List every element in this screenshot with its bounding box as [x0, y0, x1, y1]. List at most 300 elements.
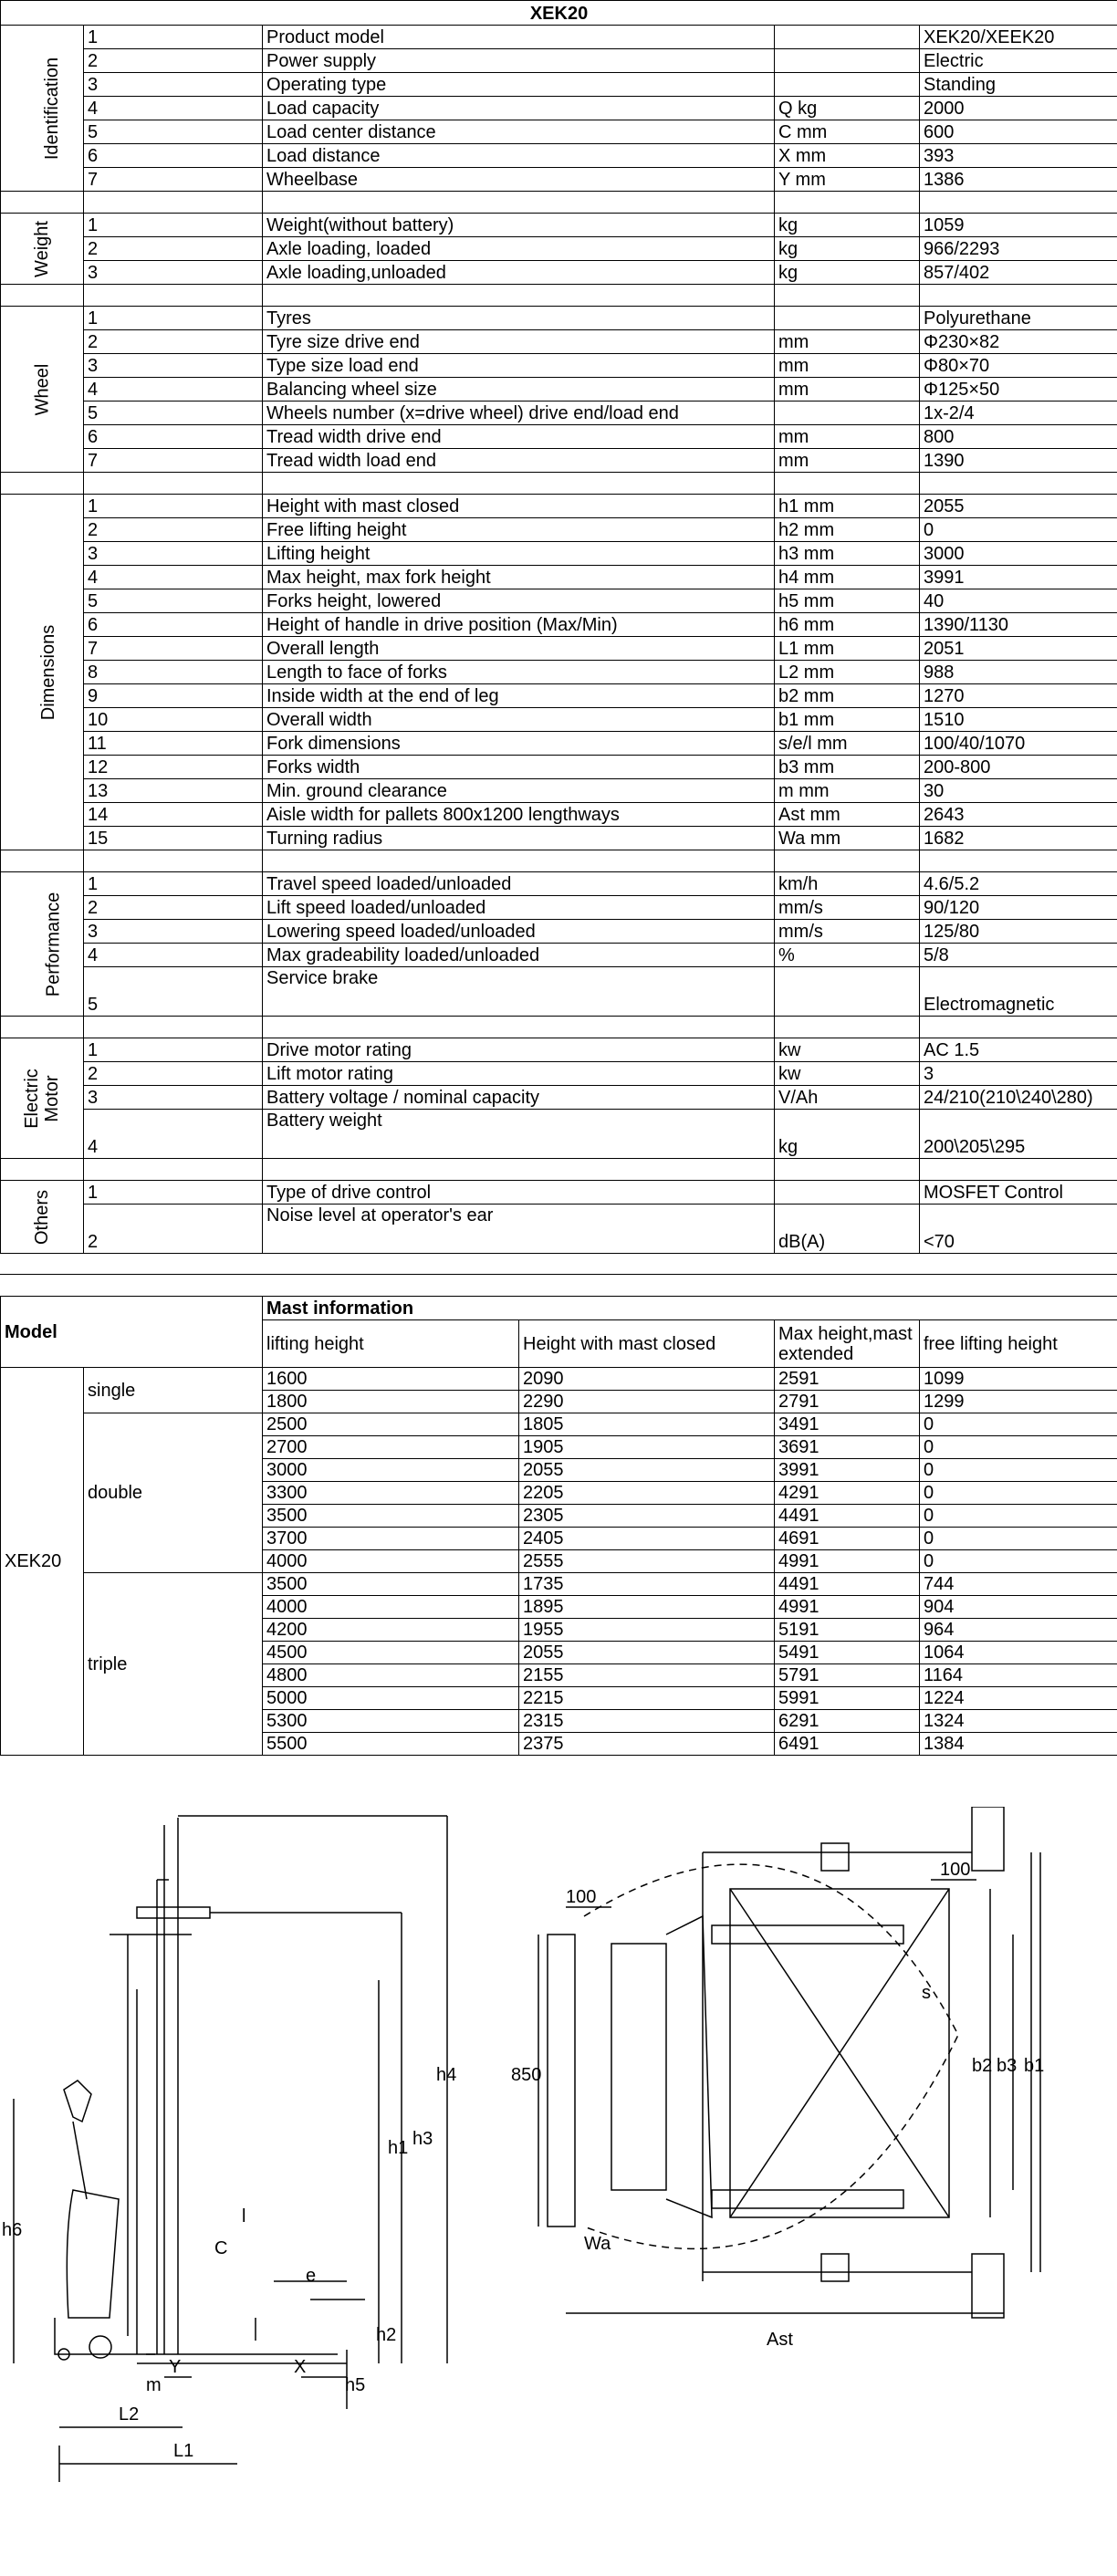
spec-empty-cell	[775, 1159, 920, 1181]
spec-category	[1, 872, 84, 1017]
spec-unit: V/Ah	[775, 1086, 920, 1110]
spec-value: Φ80×70	[920, 354, 1117, 378]
spec-value: 40	[920, 589, 1117, 613]
spec-empty-cell	[263, 285, 775, 307]
mast-cell: 5191	[775, 1619, 920, 1642]
spec-unit: C mm	[775, 120, 920, 144]
spec-row	[1, 779, 1117, 803]
mast-column-header: free lifting height	[920, 1320, 1117, 1368]
spec-label: Type of drive control	[263, 1181, 775, 1205]
spec-label: Length to face of forks	[263, 661, 775, 684]
spec-no: 2	[84, 1205, 263, 1254]
spec-empty-cell	[775, 473, 920, 495]
spec-value: AC 1.5	[920, 1038, 1117, 1062]
spec-category	[1, 1038, 84, 1159]
top-view-drawing	[538, 1807, 1040, 2318]
spec-unit: kw	[775, 1038, 920, 1062]
c-label: C	[214, 2238, 228, 2258]
spec-label: Inside width at the end of leg	[263, 684, 775, 708]
spec-row	[1, 354, 1117, 378]
spec-row	[1, 1062, 1117, 1086]
mast-cell: 4000	[263, 1596, 519, 1619]
spec-unit: mm	[775, 425, 920, 449]
spec-value: 3	[920, 1062, 1117, 1086]
spec-gap-row	[1, 850, 1117, 872]
spec-label: Lift speed loaded/unloaded	[263, 896, 775, 920]
spec-empty-cell	[1, 473, 84, 495]
spec-empty-cell	[1, 850, 84, 872]
spec-no: 7	[84, 637, 263, 661]
spec-value: 30	[920, 779, 1117, 803]
spec-no: 1	[84, 1181, 263, 1205]
mast-cell: 744	[920, 1573, 1117, 1596]
spec-label: Service brake	[263, 967, 775, 1017]
mast-cell: 5491	[775, 1642, 920, 1664]
spec-no: 2	[84, 49, 263, 73]
spec-label: Overall length	[263, 637, 775, 661]
mast-cell: 6291	[775, 1710, 920, 1733]
mast-cell: 4991	[775, 1596, 920, 1619]
mast-column-header: lifting height	[263, 1320, 519, 1368]
spec-unit: km/h	[775, 872, 920, 896]
spec-unit: mm	[775, 449, 920, 473]
mast-group: single	[84, 1368, 263, 1413]
spec-unit: h5 mm	[775, 589, 920, 613]
spec-row	[1, 661, 1117, 684]
spec-label: Height with mast closed	[263, 495, 775, 518]
mast-cell: 5500	[263, 1733, 519, 1756]
spec-no: 9	[84, 684, 263, 708]
spec-row	[1, 307, 1117, 330]
spec-no: 2	[84, 896, 263, 920]
spec-no: 1	[84, 872, 263, 896]
spec-unit: mm/s	[775, 920, 920, 944]
spec-row	[1, 756, 1117, 779]
spec-category	[1, 214, 84, 285]
spec-no: 4	[84, 566, 263, 589]
spec-row	[1, 330, 1117, 354]
spec-category	[1, 1181, 84, 1254]
mast-cell: 3000	[263, 1459, 519, 1482]
mast-cell: 0	[920, 1459, 1117, 1482]
spec-empty-cell	[775, 192, 920, 214]
spec-no: 7	[84, 449, 263, 473]
m-label: m	[146, 2375, 162, 2395]
spec-value: Φ230×82	[920, 330, 1117, 354]
h1-label: h1	[388, 2138, 409, 2158]
spec-no: 15	[84, 827, 263, 850]
spec-empty-cell	[84, 850, 263, 872]
e-label: e	[306, 2266, 317, 2286]
spec-gap-row	[1, 1159, 1117, 1181]
spec-row	[1, 425, 1117, 449]
spec-value: XEK20/XEEK20	[920, 26, 1117, 49]
spec-unit	[775, 73, 920, 97]
spec-empty-cell	[1, 1017, 84, 1038]
spec-value: 4.6/5.2	[920, 872, 1117, 896]
h6-label: h6	[2, 2220, 23, 2240]
mast-cell: 1800	[263, 1391, 519, 1413]
spec-no: 2	[84, 330, 263, 354]
mast-cell: 2305	[519, 1505, 775, 1528]
spec-label: Min. ground clearance	[263, 779, 775, 803]
spec-row	[1, 261, 1117, 285]
spec-no: 7	[84, 168, 263, 192]
spec-label: Forks width	[263, 756, 775, 779]
spec-label: Load center distance	[263, 120, 775, 144]
mast-cell: 3700	[263, 1528, 519, 1550]
spec-label: Tread width drive end	[263, 425, 775, 449]
spec-value: 1390	[920, 449, 1117, 473]
mast-cell: 3300	[263, 1482, 519, 1505]
spec-row	[1, 872, 1117, 896]
mast-group: double	[84, 1413, 263, 1573]
mast-cell: 2090	[519, 1368, 775, 1391]
spec-no: 3	[84, 1086, 263, 1110]
spec-row	[1, 214, 1117, 237]
spec-row	[1, 97, 1117, 120]
spec-label: Load distance	[263, 144, 775, 168]
spec-no: 6	[84, 144, 263, 168]
spec-row	[1, 944, 1117, 967]
spec-no: 1	[84, 307, 263, 330]
spec-unit: b2 mm	[775, 684, 920, 708]
spec-value: 988	[920, 661, 1117, 684]
spec-label: Turning radius	[263, 827, 775, 850]
mast-cell: 4500	[263, 1642, 519, 1664]
spec-unit: mm/s	[775, 896, 920, 920]
spec-empty-cell	[1, 1159, 84, 1181]
spec-unit: X mm	[775, 144, 920, 168]
mast-cell: 4491	[775, 1573, 920, 1596]
spec-value: 1386	[920, 168, 1117, 192]
spec-value: 800	[920, 425, 1117, 449]
spec-row	[1, 732, 1117, 756]
spec-category-label: Others	[32, 1189, 52, 1245]
spec-empty-cell	[263, 192, 775, 214]
y-label: Y	[169, 2357, 182, 2377]
mast-cell: 4800	[263, 1664, 519, 1687]
spec-empty-cell	[775, 285, 920, 307]
mast-cell: 2555	[519, 1550, 775, 1573]
spec-label: Free lifting height	[263, 518, 775, 542]
x-label: X	[294, 2357, 307, 2377]
spec-label: Operating type	[263, 73, 775, 97]
spec-no: 2	[84, 1062, 263, 1086]
spec-category-label: Weight	[31, 220, 52, 277]
spec-label: Battery weight	[263, 1110, 775, 1159]
spec-value: 2000	[920, 97, 1117, 120]
spec-label: Axle loading,unloaded	[263, 261, 775, 285]
spec-no: 14	[84, 803, 263, 827]
spec-label: Tread width load end	[263, 449, 775, 473]
mast-cell: 4000	[263, 1550, 519, 1573]
mast-cell: 2055	[519, 1459, 775, 1482]
spec-row	[1, 1110, 1117, 1159]
mast-cell: 2155	[519, 1664, 775, 1687]
spec-empty-cell	[920, 1017, 1117, 1038]
spec-row	[1, 637, 1117, 661]
l-label: l	[242, 2206, 246, 2227]
spec-label: Aisle width for pallets 800x1200 lengthways	[263, 803, 775, 827]
spec-unit	[775, 307, 920, 330]
mast-cell: 0	[920, 1413, 1117, 1436]
b2-label: b2	[972, 2056, 993, 2076]
spec-row	[1, 967, 1117, 1017]
spec-label: Weight(without battery)	[263, 214, 775, 237]
spec-value: 3000	[920, 542, 1117, 566]
spec-label: Tyre size drive end	[263, 330, 775, 354]
spec-value: 1x-2/4	[920, 402, 1117, 425]
spec-row	[1, 708, 1117, 732]
spec-row	[1, 684, 1117, 708]
spec-label: Axle loading, loaded	[263, 237, 775, 261]
spec-row	[1, 168, 1117, 192]
spec-no: 13	[84, 779, 263, 803]
spec-unit: mm	[775, 354, 920, 378]
mast-cell: 1905	[519, 1436, 775, 1459]
spec-value: Electromagnetic	[920, 967, 1117, 1017]
spec-empty-cell	[84, 473, 263, 495]
spec-unit: Wa mm	[775, 827, 920, 850]
mast-cell: 2205	[519, 1482, 775, 1505]
mast-cell: 2405	[519, 1528, 775, 1550]
spec-unit: s/e/l mm	[775, 732, 920, 756]
spec-unit: Ast mm	[775, 803, 920, 827]
mast-cell: 1099	[920, 1368, 1117, 1391]
mast-model: XEK20	[1, 1368, 84, 1756]
spec-unit: kg	[775, 1110, 920, 1159]
h2-label: h2	[376, 2325, 397, 2345]
spec-no: 6	[84, 613, 263, 637]
spec-category-label: Performance	[43, 892, 64, 996]
mast-cell: 4991	[775, 1550, 920, 1573]
spec-label: Lowering speed loaded/unloaded	[263, 920, 775, 944]
spec-label: Product model	[263, 26, 775, 49]
spec-value: 200\205\295	[920, 1110, 1117, 1159]
drawings-svg	[0, 1807, 1117, 2519]
spec-row	[1, 803, 1117, 827]
mast-cell: 0	[920, 1505, 1117, 1528]
spec-row	[1, 518, 1117, 542]
spec-value: 100/40/1070	[920, 732, 1117, 756]
spec-label: Noise level at operator's ear	[263, 1205, 775, 1254]
mast-cell: 2215	[519, 1687, 775, 1710]
spec-label: Power supply	[263, 49, 775, 73]
spec-category	[1, 495, 84, 850]
mast-cell: 3500	[263, 1505, 519, 1528]
spec-value: MOSFET Control	[920, 1181, 1117, 1205]
spec-label: Lift motor rating	[263, 1062, 775, 1086]
mast-cell: 1324	[920, 1710, 1117, 1733]
mast-cell: 2315	[519, 1710, 775, 1733]
spec-empty-cell	[263, 850, 775, 872]
spec-row	[1, 49, 1117, 73]
spec-label: Balancing wheel size	[263, 378, 775, 402]
l1-label: L1	[173, 2441, 194, 2461]
spec-empty-cell	[263, 1159, 775, 1181]
spec-unit: kg	[775, 214, 920, 237]
mast-cell: 1064	[920, 1642, 1117, 1664]
spec-value: Φ125×50	[920, 378, 1117, 402]
h3-label: h3	[412, 2129, 433, 2149]
spec-row	[1, 73, 1117, 97]
spec-no: 2	[84, 518, 263, 542]
spec-unit: Q kg	[775, 97, 920, 120]
spec-value: Standing	[920, 73, 1117, 97]
spec-row	[1, 237, 1117, 261]
mast-cell: 2791	[775, 1391, 920, 1413]
l2-label: L2	[119, 2404, 140, 2425]
spec-unit: h1 mm	[775, 495, 920, 518]
mast-cell: 2290	[519, 1391, 775, 1413]
spec-value: 2643	[920, 803, 1117, 827]
spec-unit	[775, 1181, 920, 1205]
mast-cell: 1895	[519, 1596, 775, 1619]
spec-empty-cell	[920, 473, 1117, 495]
mast-cell: 1735	[519, 1573, 775, 1596]
mast-cell: 5300	[263, 1710, 519, 1733]
spec-category-line: Electric	[21, 1068, 42, 1129]
h5-label: h5	[345, 2375, 366, 2395]
spec-category-label: Wheel	[31, 363, 52, 415]
spec-row	[1, 613, 1117, 637]
spec-row	[1, 26, 1117, 49]
b3-label: b3	[997, 2056, 1018, 2076]
spec-empty-cell	[84, 1017, 263, 1038]
spec-no: 5	[84, 120, 263, 144]
spec-unit	[775, 402, 920, 425]
spec-unit: kg	[775, 237, 920, 261]
spec-gap-row	[1, 1017, 1117, 1038]
spec-unit: h3 mm	[775, 542, 920, 566]
spec-category-line: Motor	[41, 1074, 62, 1122]
spec-value: 600	[920, 120, 1117, 144]
spec-unit: L1 mm	[775, 637, 920, 661]
mast-cell: 1224	[920, 1687, 1117, 1710]
spec-label: Forks height, lowered	[263, 589, 775, 613]
spec-empty-cell	[263, 1017, 775, 1038]
spec-unit: kg	[775, 261, 920, 285]
spec-unit	[775, 26, 920, 49]
spec-no: 8	[84, 661, 263, 684]
ast-label: Ast	[767, 2330, 793, 2350]
spec-value: 1390/1130	[920, 613, 1117, 637]
mast-cell: 1600	[263, 1368, 519, 1391]
spec-category	[1, 307, 84, 473]
mast-cell: 0	[920, 1550, 1117, 1573]
spec-no: 3	[84, 354, 263, 378]
spec-row	[1, 1205, 1117, 1254]
mast-column-header: Height with mast closed	[519, 1320, 775, 1368]
spec-label: Wheelbase	[263, 168, 775, 192]
spec-row	[1, 120, 1117, 144]
spec-no: 5	[84, 967, 263, 1017]
spec-value: 125/80	[920, 920, 1117, 944]
spec-unit: Y mm	[775, 168, 920, 192]
dim-100b-label: 100	[940, 1860, 971, 1880]
spec-label: Lifting height	[263, 542, 775, 566]
spec-value: 1270	[920, 684, 1117, 708]
mast-cell: 4691	[775, 1528, 920, 1550]
mast-cell: 2500	[263, 1413, 519, 1436]
mast-cell: 1955	[519, 1619, 775, 1642]
mast-cell: 2375	[519, 1733, 775, 1756]
divider-line	[0, 1274, 1117, 1275]
spec-row	[1, 1181, 1117, 1205]
spec-empty-cell	[920, 1159, 1117, 1181]
b1-label: b1	[1024, 2056, 1045, 2076]
spec-category-label: Identification	[42, 57, 63, 160]
spec-label: Load capacity	[263, 97, 775, 120]
mast-row	[1, 1573, 1117, 1596]
spec-row	[1, 920, 1117, 944]
spec-category-label: Dimensions	[38, 624, 59, 720]
mast-cell: 6491	[775, 1733, 920, 1756]
s-label: s	[922, 1983, 931, 2003]
spec-value: 200-800	[920, 756, 1117, 779]
spec-gap-row	[1, 473, 1117, 495]
spec-no: 4	[84, 378, 263, 402]
spec-row	[1, 1038, 1117, 1062]
spec-value: 1510	[920, 708, 1117, 732]
spec-title: XEK20	[1, 1, 1117, 26]
mast-cell: 1384	[920, 1733, 1117, 1756]
spec-row	[1, 144, 1117, 168]
mast-cell: 0	[920, 1436, 1117, 1459]
spec-no: 4	[84, 1110, 263, 1159]
mast-group: triple	[84, 1573, 263, 1756]
spec-label: Fork dimensions	[263, 732, 775, 756]
spec-no: 3	[84, 73, 263, 97]
spec-empty-cell	[84, 1159, 263, 1181]
spec-value: 1682	[920, 827, 1117, 850]
spec-value: Electric	[920, 49, 1117, 73]
mast-row	[1, 1413, 1117, 1436]
spec-label: Max height, max fork height	[263, 566, 775, 589]
wa-label: Wa	[584, 2234, 611, 2254]
spec-row	[1, 566, 1117, 589]
spec-empty-cell	[775, 1017, 920, 1038]
mast-cell: 2591	[775, 1368, 920, 1391]
mast-cell: 4291	[775, 1482, 920, 1505]
spec-no: 2	[84, 237, 263, 261]
mast-cell: 964	[920, 1619, 1117, 1642]
mast-model-header: Model	[1, 1297, 263, 1368]
mast-cell: 3500	[263, 1573, 519, 1596]
spec-no: 12	[84, 756, 263, 779]
spec-label: Wheels number (x=drive wheel) drive end/load end	[263, 402, 775, 425]
spec-label: Overall width	[263, 708, 775, 732]
spec-value: <70	[920, 1205, 1117, 1254]
mast-cell: 0	[920, 1528, 1117, 1550]
mast-row	[1, 1368, 1117, 1391]
spec-unit: h4 mm	[775, 566, 920, 589]
spec-value: 2055	[920, 495, 1117, 518]
mast-cell: 0	[920, 1482, 1117, 1505]
spec-row	[1, 378, 1117, 402]
spec-label: Type size load end	[263, 354, 775, 378]
spec-value: 966/2293	[920, 237, 1117, 261]
spec-row	[1, 542, 1117, 566]
spec-value: 24/210(210\240\280)	[920, 1086, 1117, 1110]
spec-label: Battery voltage / nominal capacity	[263, 1086, 775, 1110]
spec-label: Tyres	[263, 307, 775, 330]
spec-row	[1, 896, 1117, 920]
spec-no: 6	[84, 425, 263, 449]
side-view-labels	[2, 2065, 456, 2461]
spec-row	[1, 402, 1117, 425]
